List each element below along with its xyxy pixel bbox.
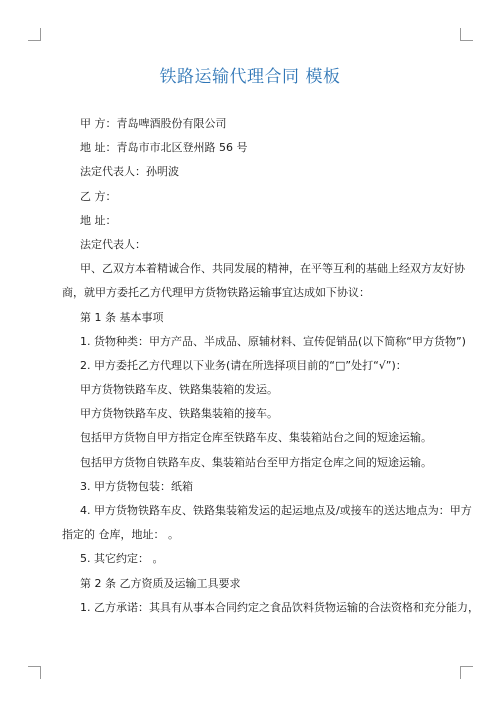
paragraph-line: 甲方货物铁路车皮、铁路集装箱的发运。 (80, 383, 278, 397)
paragraph-line: 甲方货物铁路车皮、铁路集装箱的接车。 (80, 407, 278, 421)
paragraph-line: 4. 甲方货物铁路车皮、铁路集装箱发运的起运地点及/或接车的送达地点为：甲方 (80, 504, 472, 517)
paragraph-line: 法定代表人：孙明波 (80, 165, 179, 179)
paragraph-line: 包括甲方货物自铁路车皮、集装箱站台至甲方指定仓库之间的短途运输。 (80, 455, 432, 469)
paragraph-line: 甲 方：青岛啤酒股份有限公司 (80, 117, 227, 130)
crop-mark-bottom-left (28, 666, 41, 679)
paragraph-line: 指定的 仓库，地址： 。 (62, 528, 179, 542)
paragraph-line: 法定代表人： (80, 237, 146, 251)
paragraph-line: 乙 方： (80, 189, 117, 203)
document-body (62, 112, 479, 620)
paragraph-line: 1. 乙方承诺：其具有从事本合同约定之食品饮料货物运输的合法资格和充分能力， (80, 600, 479, 614)
paragraph-line: 甲、乙双方本着精诚合作、共同发展的精神，在平等互利的基础上经双方友好协 (80, 262, 465, 276)
paragraph-line: 1. 货物种类：甲方产品、半成品、原辅材料、宣传促销品(以下简称“甲方货物”) (80, 334, 466, 348)
paragraph-line: 2. 甲方委托乙方代理以下业务(请在所选择项目前的“□”处打“√”)： (80, 358, 407, 372)
paragraph-line: 地 址： (80, 213, 117, 227)
crop-mark-top-right (460, 28, 473, 41)
paragraph-line: 5. 其它约定： 。 (80, 552, 164, 566)
paragraph-line: 地 址：青岛市市北区登州路 56 号 (80, 141, 248, 155)
crop-mark-top-left (28, 28, 41, 41)
paragraph-line: 第 1 条 基本事项 (80, 310, 164, 324)
paragraph-line: 商，就甲方委托乙方代理甲方货物铁路运输事宜达成如下协议： (62, 286, 370, 300)
paragraph-line: 第 2 条 乙方资质及运输工具要求 (80, 576, 241, 590)
paragraph-line: 3. 甲方货物包装：纸箱 (80, 479, 193, 493)
document-title: 铁路运输代理合同 模板 (159, 67, 341, 87)
paragraph-line: 包括甲方货物自甲方指定仓库至铁路车皮、集装箱站台之间的短途运输。 (80, 431, 432, 445)
crop-mark-bottom-right (460, 666, 473, 679)
